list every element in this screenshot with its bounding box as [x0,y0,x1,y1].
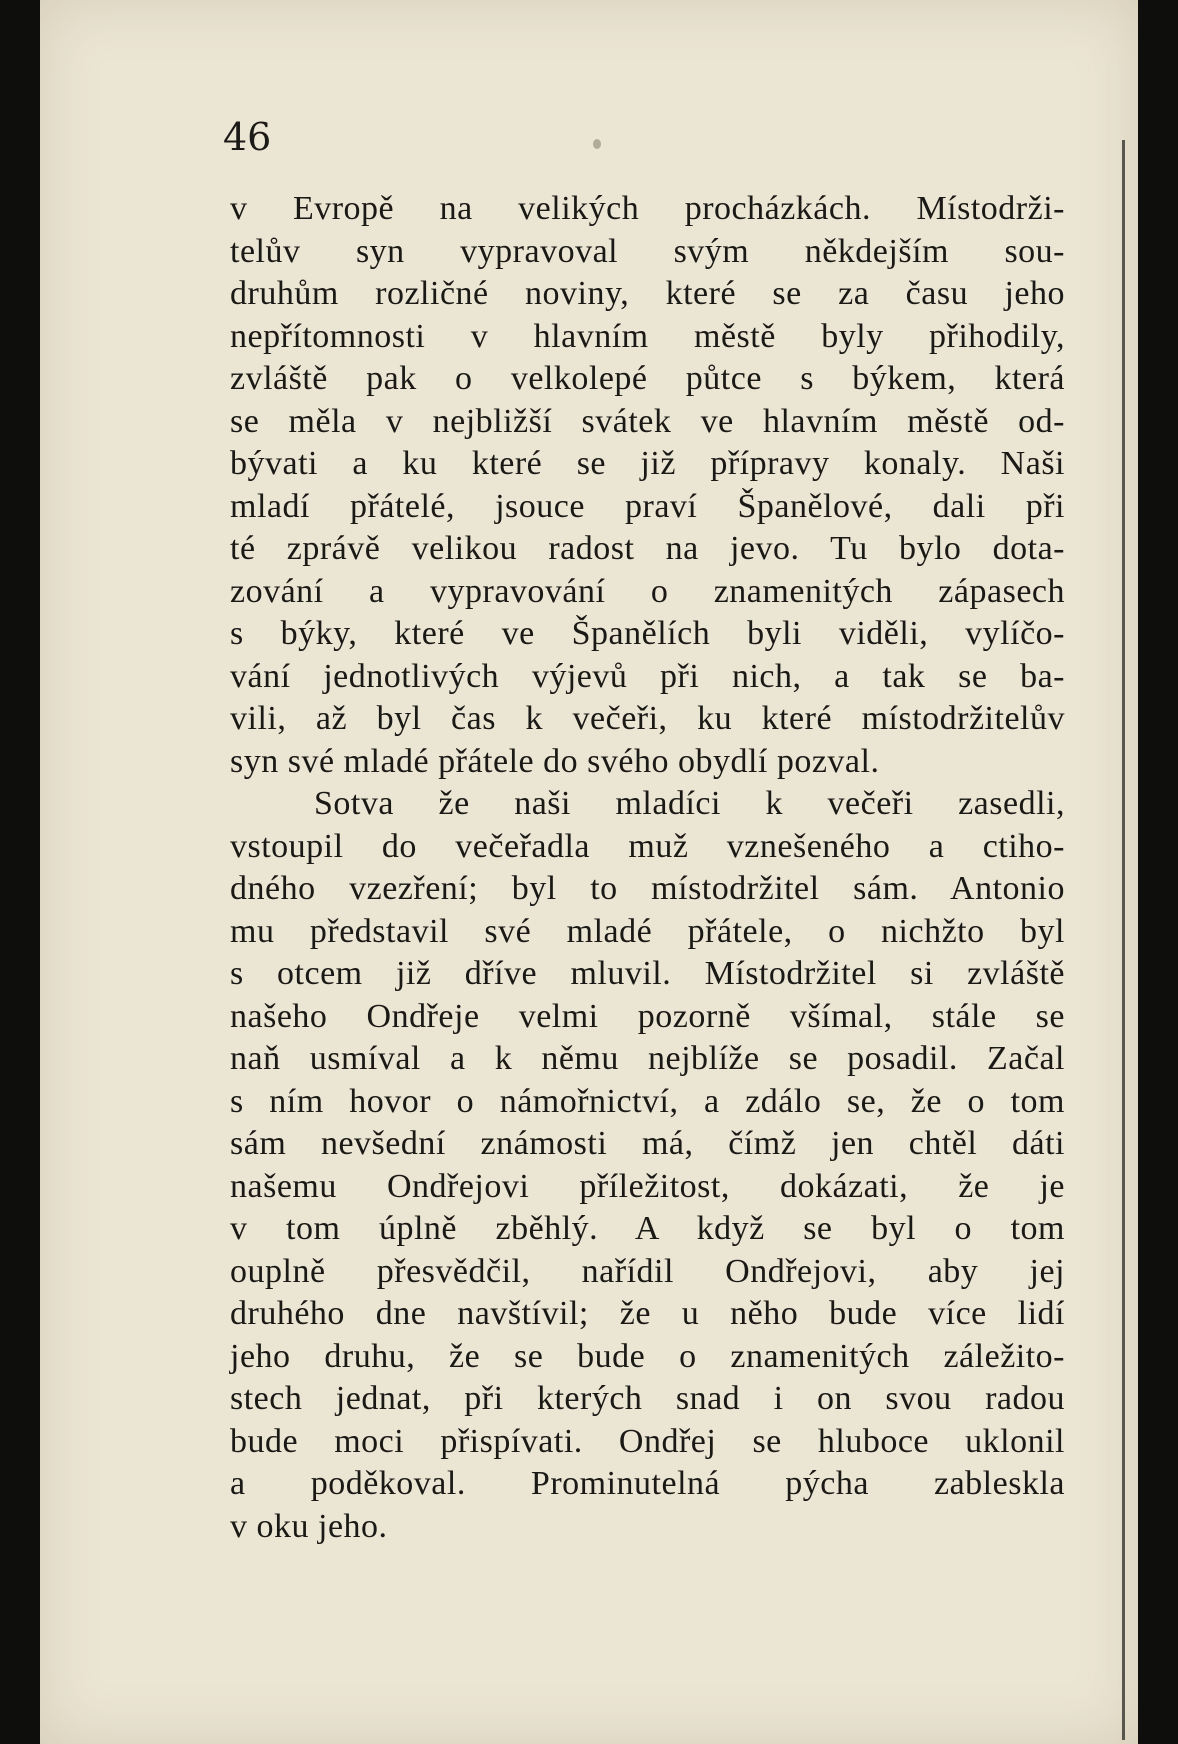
text-line: bude moci přispívati. Ondřej se hluboce uklonil [230,1422,1065,1460]
text-line: vili, až byl čas k večeři, ku které místodržitelův [230,700,1065,737]
text-line: bývati a ku které se již přípravy konaly. Naši [230,445,1065,482]
text-line: nepřítomnosti v hlavním městě byly přihodily, [230,317,1065,355]
text-line: s býky, které ve Španělích byli viděli, vylíčo- [230,615,1065,652]
text-line: a poděkoval. Prominutelná pýcha zableskla [230,1465,1065,1502]
text-line: mladí přátelé, jsouce praví Španělové, dali při [230,487,1065,525]
text-line: naň usmíval a k němu nejblíže se posadil. Začal [230,1040,1065,1077]
page-edge-line [1122,140,1125,1740]
text-line: vání jednotlivých výjevů při nich, a tak se ba- [230,657,1065,695]
text-line: druhého dne navštívil; že u něho bude více lidí [230,1295,1065,1332]
text-line: v tom úplně zběhlý. A když se byl o tom [230,1210,1065,1247]
text-line: syn své mladé přátele do svého obydlí pozval. [230,742,880,780]
text-line: ouplně přesvědčil, nařídil Ondřejovi, aby jej [230,1252,1065,1290]
text-line: druhům rozličné noviny, které se za času jeho [230,275,1065,312]
text-line: telův syn vypravoval svým někdejším sou- [230,232,1065,270]
text-line: mu představil své mladé přátele, o nichžto byl [230,912,1065,950]
text-line: té zprávě velikou radost na jevo. Tu bylo dota- [230,530,1065,567]
text-line: zování a vypravování o znamenitých zápasech [230,572,1065,610]
text-line: s otcem již dříve mluvil. Místodržitel si zvláště [230,955,1065,992]
text-line: Sotva že naši mladíci k večeři zasedli, [314,785,1065,822]
text-line: v Evropě na velikých procházkách. Místodrži- [230,190,1065,227]
text-line: v oku jeho. [230,1507,388,1545]
text-line: se měla v nejbližší svátek ve hlavním městě od- [230,402,1065,440]
text-line: zvláště pak o velkolepé půtce s býkem, která [230,360,1065,397]
text-line: našemu Ondřejovi příležitost, dokázati, že je [230,1167,1065,1205]
ink-smudge [593,139,601,149]
body-text [230,188,1065,1548]
text-line: stech jednat, při kterých snad i on svou radou [230,1380,1065,1417]
text-line: vstoupil do večeřadla muž vznešeného a ctiho- [230,827,1065,865]
text-line: našeho Ondřeje velmi pozorně všímal, stále se [230,997,1065,1035]
text-line: dného vzezření; byl to místodržitel sám. Antonio [230,870,1065,907]
page-number: 46 [223,115,272,159]
text-line: s ním hovor o námořnictví, a zdálo se, že o tom [230,1082,1065,1120]
text-line: jeho druhu, že se bude o znamenitých záležito- [230,1337,1065,1375]
text-line: sám nevšední známosti má, čímž jen chtěl dáti [230,1125,1065,1162]
